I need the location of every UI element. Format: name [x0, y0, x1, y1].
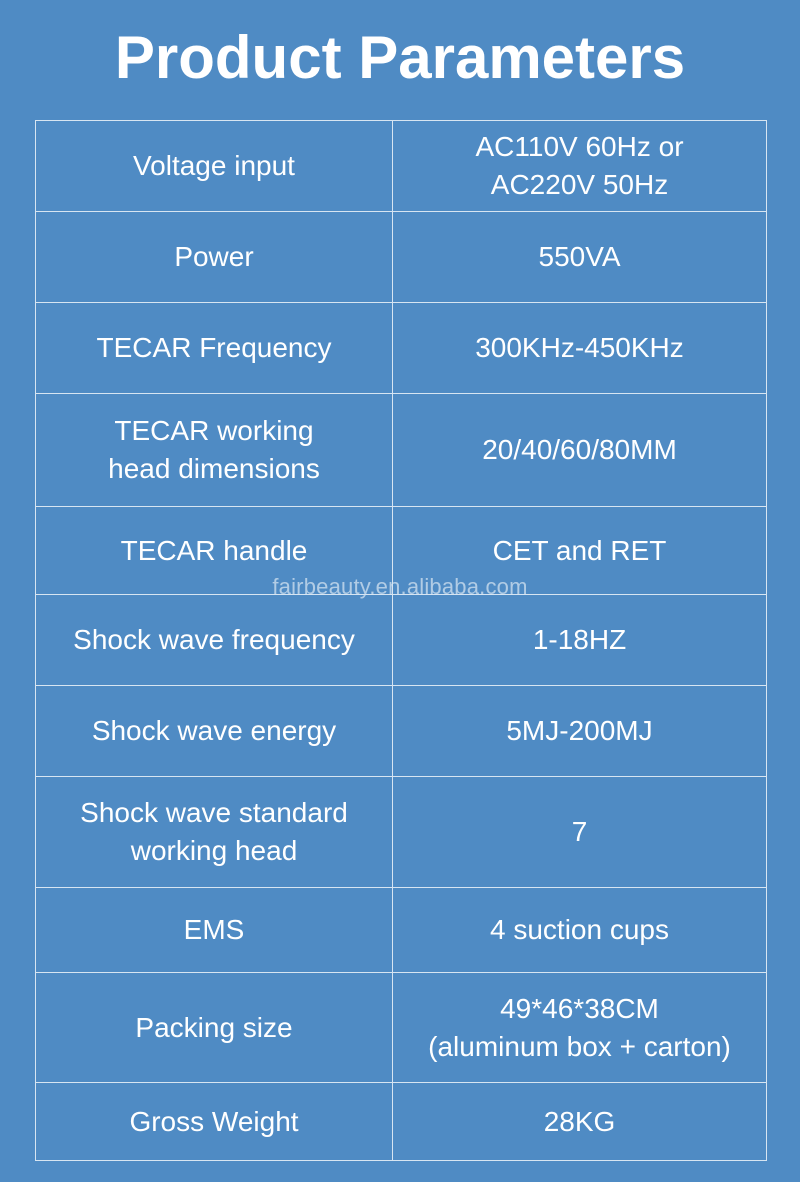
param-label-power: Power — [36, 212, 393, 303]
watermark: fairbeauty.en.alibaba.com — [272, 574, 528, 599]
param-value-power: 550VA — [393, 212, 767, 303]
param-value-gross-weight: 28KG — [393, 1083, 767, 1161]
table-row — [36, 777, 767, 888]
param-label-shock-wave-energy: Shock wave energy — [36, 686, 393, 777]
param-value-shock-wave-energy: 5MJ-200MJ — [393, 686, 767, 777]
parameters-table — [35, 120, 767, 1161]
table-row — [36, 121, 767, 212]
param-value-shock-wave-head: 7 — [393, 777, 767, 888]
param-label-shock-wave-frequency: Shock wave frequency — [36, 595, 393, 686]
param-value-tecar-head-dimensions: 20/40/60/80MM — [393, 394, 767, 507]
param-label-packing-size: Packing size — [36, 973, 393, 1083]
param-label-gross-weight: Gross Weight — [36, 1083, 393, 1161]
param-label-shock-wave-head: Shock wave standard working head — [36, 777, 393, 888]
table-row — [36, 973, 767, 1083]
param-label-tecar-head-dimensions: TECAR working head dimensions — [36, 394, 393, 507]
param-value-tecar-frequency: 300KHz-450KHz — [393, 303, 767, 394]
table-row — [36, 595, 767, 686]
param-label-tecar-handle: TECAR handle — [36, 507, 393, 595]
table-row — [36, 394, 767, 507]
table-row — [36, 686, 767, 777]
param-label-voltage-input: Voltage input — [36, 121, 393, 212]
table-row — [36, 1083, 767, 1161]
param-label-ems: EMS — [36, 888, 393, 973]
table-row — [36, 212, 767, 303]
param-label-tecar-frequency: TECAR Frequency — [36, 303, 393, 394]
param-value-shock-wave-frequency: 1-18HZ — [393, 595, 767, 686]
param-value-packing-size: 49*46*38CM (aluminum box + carton) — [393, 973, 767, 1083]
param-value-voltage-input: AC110V 60Hz or AC220V 50Hz — [393, 121, 767, 212]
table-row — [36, 507, 767, 595]
table-row — [36, 303, 767, 394]
table-row — [36, 888, 767, 973]
page-title: Product Parameters — [114, 24, 686, 91]
param-value-tecar-handle: CET and RET — [393, 507, 767, 595]
param-value-ems: 4 suction cups — [393, 888, 767, 973]
